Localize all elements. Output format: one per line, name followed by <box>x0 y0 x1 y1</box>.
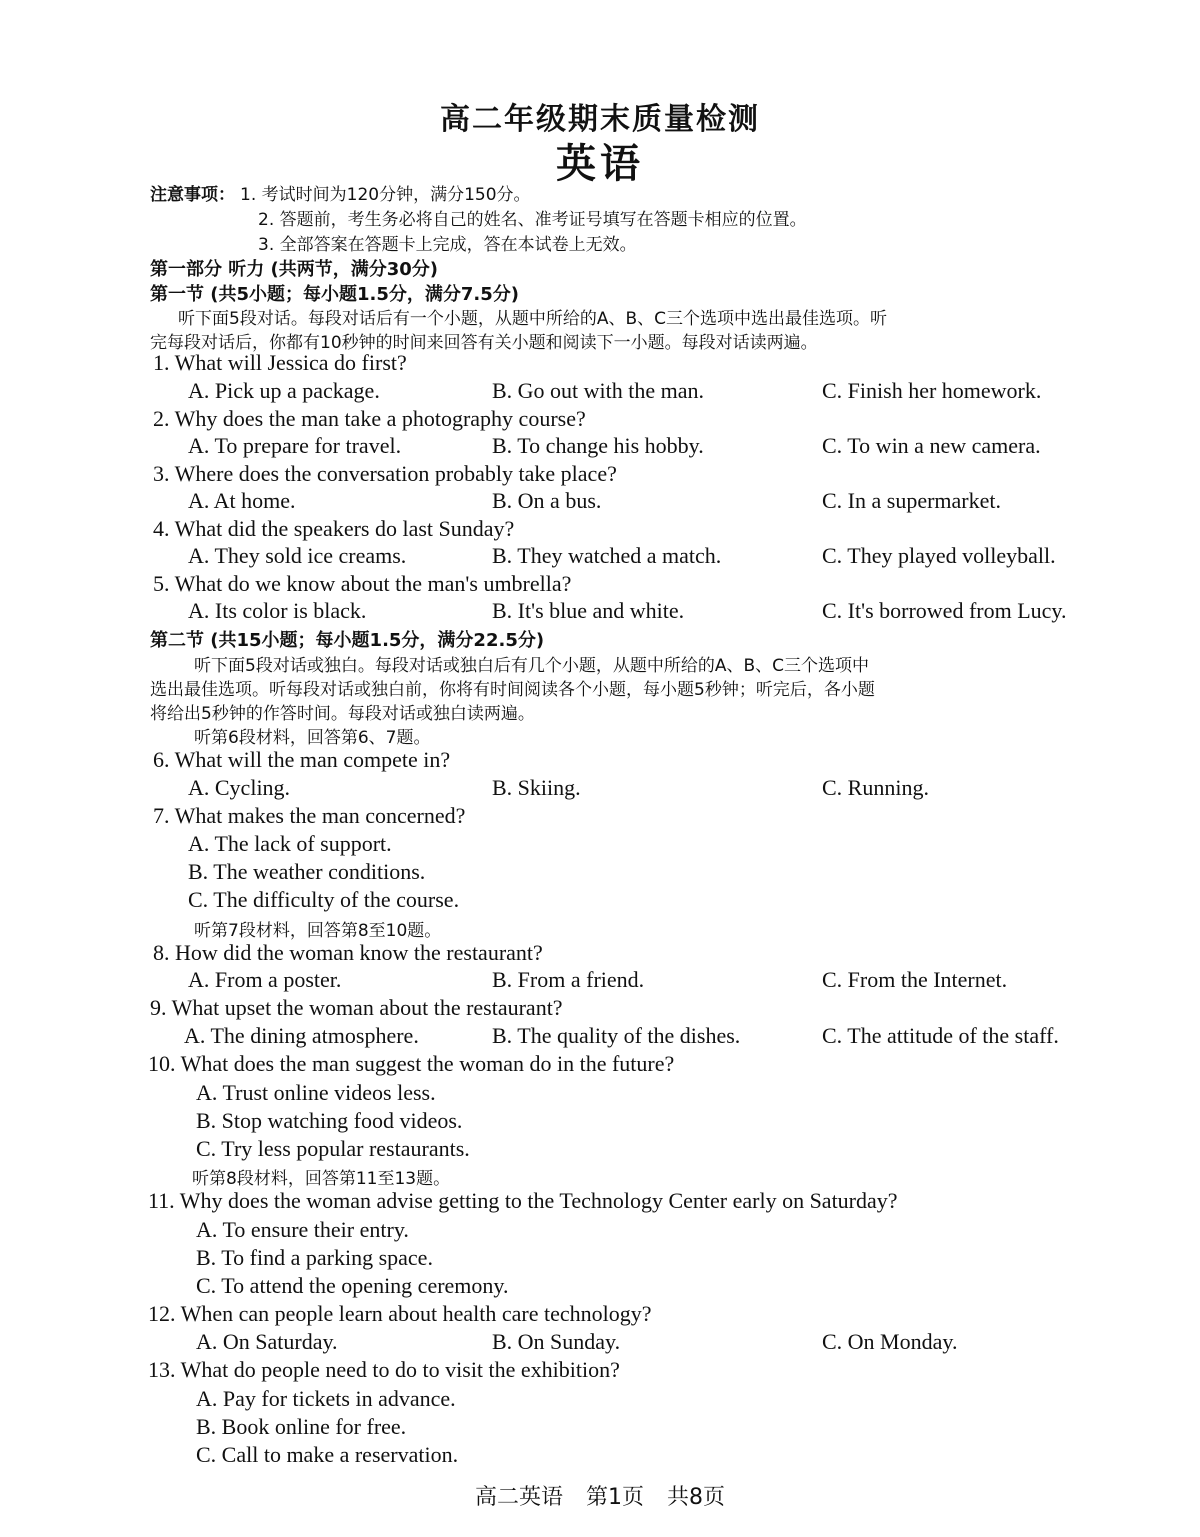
q5-option-a: A. Its color is black. <box>188 598 367 623</box>
q8-option-b: B. From a friend. <box>492 967 645 992</box>
q4-option-b: B. They watched a match. <box>492 543 722 568</box>
q7-option-a: A. The lack of support. <box>188 831 392 856</box>
question-11: 11. Why does the woman advise getting to the Technology Center early on Saturday? <box>148 1188 898 1213</box>
q11-option-c: C. To attend the opening ceremony. <box>196 1273 509 1298</box>
q10-option-c: C. Try less popular restaurants. <box>196 1136 470 1161</box>
q5-option-c: C. It's borrowed from Lucy. <box>822 598 1067 623</box>
q12-option-b: B. On Sunday. <box>492 1329 621 1354</box>
q8-option-c: C. From the Internet. <box>822 967 1008 992</box>
section1-title: 第一节 (共5小题；每小题1.5分，满分7.5分) <box>150 284 520 305</box>
question-13: 13. What do people need to do to visit the exhibition? <box>148 1357 620 1382</box>
question-12: 12. When can people learn about health care technology? <box>148 1301 652 1326</box>
question-7: 7. What makes the man concerned? <box>153 803 466 828</box>
q2-option-c: C. To win a new camera. <box>822 433 1041 458</box>
exam-subject: 英语 <box>556 141 644 187</box>
page-footer <box>0 1480 1200 1511</box>
q9-option-a: A. The dining atmosphere. <box>184 1023 419 1048</box>
section1-instruction-2: 完每段对话后，你都有10秒钟的时间来回答有关小题和阅读下一小题。每段对话读两遍。 <box>150 333 818 353</box>
q9-option-c: C. The attitude of the staff. <box>822 1023 1059 1048</box>
q9-option-b: B. The quality of the dishes. <box>492 1023 741 1048</box>
material-6-instruction: 听第6段材料，回答第6、7题。 <box>194 728 431 748</box>
question-8: 8. How did the woman know the restaurant? <box>153 940 543 965</box>
q3-option-b: B. On a bus. <box>492 488 602 513</box>
material-8-instruction: 听第8段材料，回答第11至13题。 <box>192 1169 451 1189</box>
section2-instruction-2: 选出最佳选项。听每段对话或独白前，你将有时间阅读各个小题，每小题5秒钟；听完后，各小题 <box>150 680 875 700</box>
question-1: 1. What will Jessica do first? <box>153 350 407 375</box>
notes-label: 注意事项： <box>150 185 235 205</box>
note-item-1: 1. 考试时间为120分钟，满分150分。 <box>240 185 531 205</box>
part1-title: 第一部分 听力 (共两节，满分30分) <box>150 259 439 280</box>
question-5: 5. What do we know about the man's umbrella? <box>153 571 572 596</box>
q7-option-c: C. The difficulty of the course. <box>188 887 460 912</box>
q6-option-a: A. Cycling. <box>188 775 291 800</box>
q11-option-b: B. To find a parking space. <box>196 1245 433 1270</box>
q3-option-a: A. At home. <box>188 488 296 513</box>
q1-option-a: A. Pick up a package. <box>188 378 380 403</box>
q6-option-c: C. Running. <box>822 775 929 800</box>
question-10: 10. What does the man suggest the woman do in the future? <box>148 1051 675 1076</box>
q1-option-c: C. Finish her homework. <box>822 378 1042 403</box>
q2-option-b: B. To change his hobby. <box>492 433 704 458</box>
question-2: 2. Why does the man take a photography course? <box>153 406 586 431</box>
question-9: 9. What upset the woman about the restaurant? <box>150 995 563 1020</box>
q8-option-a: A. From a poster. <box>188 967 342 992</box>
note-item-2: 2. 答题前，考生务必将自己的姓名、准考证号填写在答题卡相应的位置。 <box>258 210 807 230</box>
q1-option-b: B. Go out with the man. <box>492 378 705 403</box>
q4-option-c: C. They played volleyball. <box>822 543 1056 568</box>
question-4: 4. What did the speakers do last Sunday? <box>153 516 515 541</box>
footer-course: 高二英语 <box>474 1485 563 1510</box>
question-6: 6. What will the man compete in? <box>153 747 451 772</box>
q3-option-c: C. In a supermarket. <box>822 488 1001 513</box>
section2-instruction-3: 将给出5秒钟的作答时间。每段对话或独白读两遍。 <box>150 704 535 724</box>
q10-option-b: B. Stop watching food videos. <box>196 1108 463 1133</box>
footer-page-number: 第1页 <box>586 1485 644 1510</box>
q5-option-b: B. It's blue and white. <box>492 598 685 623</box>
q11-option-a: A. To ensure their entry. <box>196 1217 409 1242</box>
section2-instruction-1: 听下面5段对话或独白。每段对话或独白后有几个小题，从题中所给的A、B、C三个选项中 <box>194 656 869 676</box>
note-item-3: 3. 全部答案在答题卡上完成，答在本试卷上无效。 <box>258 235 637 255</box>
material-7-instruction: 听第7段材料，回答第8至10题。 <box>194 921 442 941</box>
question-3: 3. Where does the conversation probably take place? <box>153 461 617 486</box>
q12-option-a: A. On Saturday. <box>196 1329 338 1354</box>
q13-option-b: B. Book online for free. <box>196 1414 407 1439</box>
footer-total-pages: 共8页 <box>667 1485 725 1510</box>
section1-instruction-1: 听下面5段对话。每段对话后有一个小题，从题中所给的A、B、C三个选项中选出最佳选项。听 <box>178 309 887 329</box>
q7-option-b: B. The weather conditions. <box>188 859 426 884</box>
q10-option-a: A. Trust online videos less. <box>196 1080 436 1105</box>
exam-title: 高二年级期末质量检测 <box>440 102 760 137</box>
q4-option-a: A. They sold ice creams. <box>188 543 407 568</box>
q13-option-c: C. Call to make a reservation. <box>196 1442 459 1467</box>
q6-option-b: B. Skiing. <box>492 775 581 800</box>
q13-option-a: A. Pay for tickets in advance. <box>196 1386 456 1411</box>
section2-title: 第二节 (共15小题；每小题1.5分，满分22.5分) <box>150 630 545 651</box>
q12-option-c: C. On Monday. <box>822 1329 958 1354</box>
q2-option-a: A. To prepare for travel. <box>188 433 402 458</box>
